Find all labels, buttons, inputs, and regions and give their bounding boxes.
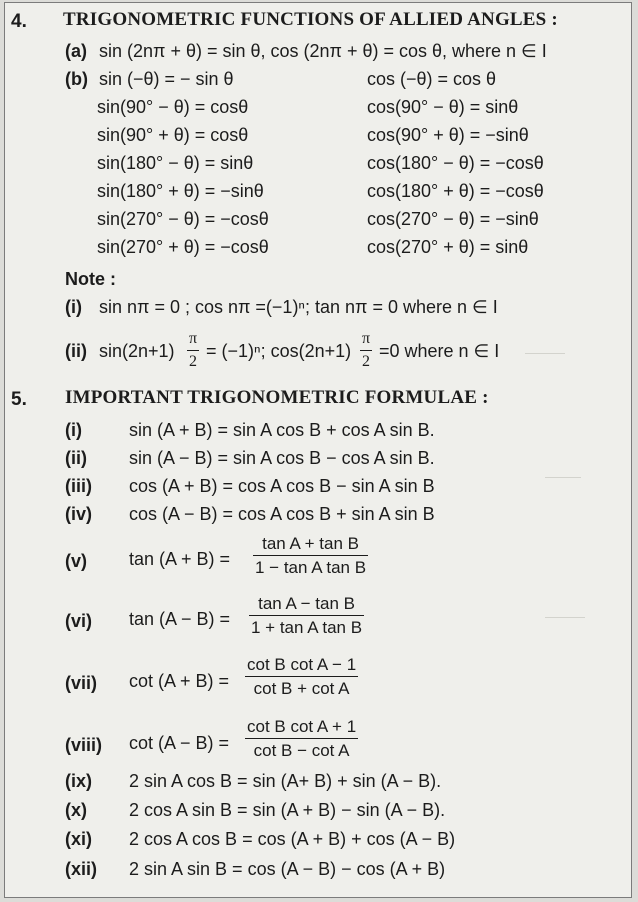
allied-sin-row: sin(270° + θ) = −cosθ (97, 237, 269, 257)
formula-label: (ix) (65, 771, 92, 791)
section-4-number: 4. (11, 11, 27, 32)
note-i-label: (i) (65, 297, 82, 317)
fraction-denominator: 1 + tan A tan B (251, 618, 363, 637)
section-5-number: 5. (11, 389, 27, 410)
bleed-through-mark (545, 463, 581, 478)
note-ii-part2: = (−1)ⁿ; cos(2n+1) (206, 341, 352, 361)
formula-label: (x) (65, 800, 87, 820)
formula-label: (vi) (65, 611, 92, 631)
item-a-text: sin (2nπ + θ) = sin θ, cos (2nπ + θ) = cos θ, where n ∈ I (99, 41, 547, 61)
fraction-numerator: tan A + tan B (262, 534, 359, 553)
formula-fraction (253, 535, 368, 576)
formula-label: (viii) (65, 735, 103, 755)
formula-fraction (245, 718, 358, 759)
note-title: Note : (65, 269, 116, 289)
allied-sin-row: sin(90° − θ) = cosθ (97, 97, 249, 117)
allied-sin-row: sin(180° + θ) = −sinθ (97, 181, 264, 201)
bleed-through-mark (545, 603, 585, 618)
item-a-label: (a) (65, 41, 87, 61)
formula-label: (v) (65, 551, 87, 571)
section-4-title: TRIGONOMETRIC FUNCTIONS OF ALLIED ANGLES : (63, 9, 558, 30)
pi-over-two-fraction (360, 331, 372, 370)
fraction-denominator: 1 − tan A tan B (255, 558, 367, 577)
note-ii-part3: =0 where n ∈ I (379, 341, 500, 361)
allied-cos-row: cos(270° − θ) = −sinθ (367, 209, 539, 229)
formula-lhs: tan (A − B) = (129, 609, 231, 629)
fraction-numerator: cot B cot A + 1 (247, 717, 357, 736)
allied-cos-row: cos (−θ) = cos θ (367, 69, 497, 89)
formula-label: (vii) (65, 673, 98, 693)
fraction-denominator: 2 (189, 353, 198, 370)
allied-cos-row: cos(90° + θ) = −sinθ (367, 125, 529, 145)
formula-lhs: cot (A + B) = (129, 671, 230, 691)
formula-text: 2 cos A sin B = sin (A + B) − sin (A − B). (129, 800, 446, 820)
formula-text: sin (A − B) = sin A cos B − cos A sin B. (129, 448, 435, 468)
note-ii-label: (ii) (65, 341, 87, 361)
fraction-denominator: cot B + cot A (253, 679, 350, 698)
fraction-numerator: tan A − tan B (258, 594, 355, 613)
fraction-denominator: cot B − cot A (253, 741, 350, 760)
formula-text: sin (A + B) = sin A cos B + cos A sin B. (129, 420, 435, 440)
allied-cos-row: cos(180° − θ) = −cosθ (367, 153, 544, 173)
textbook-page (4, 2, 632, 898)
note-ii-part1: sin(2n+1) (99, 341, 175, 361)
formula-label: (iii) (65, 476, 92, 496)
formula-text: 2 sin A cos B = sin (A+ B) + sin (A − B). (129, 771, 442, 791)
note-i-text: sin nπ = 0 ; cos nπ =(−1)ⁿ; tan nπ = 0 where n ∈ I (99, 297, 498, 317)
formula-text: cos (A + B) = cos A cos B − sin A sin B (129, 476, 435, 496)
allied-sin-row: sin(180° − θ) = sinθ (97, 153, 254, 173)
formula-label: (i) (65, 420, 82, 440)
allied-cos-row: cos(270° + θ) = sinθ (367, 237, 529, 257)
fraction-denominator: 2 (362, 353, 371, 370)
formula-fraction (245, 656, 358, 697)
formula-lhs: cot (A − B) = (129, 733, 230, 753)
fraction-numerator: cot B cot A − 1 (247, 655, 357, 674)
section-5-title: IMPORTANT TRIGONOMETRIC FORMULAE : (65, 387, 489, 408)
formula-label: (xi) (65, 829, 92, 849)
allied-sin-row: sin(270° − θ) = −cosθ (97, 209, 269, 229)
formula-label: (xii) (65, 859, 98, 879)
fraction-numerator: π (362, 330, 371, 347)
formula-label: (ii) (65, 448, 87, 468)
bleed-through-mark (525, 339, 565, 354)
allied-cos-row: cos(90° − θ) = sinθ (367, 97, 519, 117)
fraction-numerator: π (189, 330, 198, 347)
formula-text: 2 sin A sin B = cos (A − B) − cos (A + B) (129, 859, 446, 879)
formula-text: 2 cos A cos B = cos (A + B) + cos (A − B) (129, 829, 456, 849)
formula-label: (iv) (65, 504, 92, 524)
allied-sin-row: sin (−θ) = − sin θ (99, 69, 234, 89)
pi-over-two-fraction (187, 331, 199, 370)
formula-text: cos (A − B) = cos A cos B + sin A sin B (129, 504, 435, 524)
allied-sin-row: sin(90° + θ) = cosθ (97, 125, 249, 145)
allied-cos-row: cos(180° + θ) = −cosθ (367, 181, 544, 201)
formula-fraction (249, 595, 364, 636)
formula-lhs: tan (A + B) = (129, 549, 231, 569)
item-b-label: (b) (65, 69, 88, 89)
